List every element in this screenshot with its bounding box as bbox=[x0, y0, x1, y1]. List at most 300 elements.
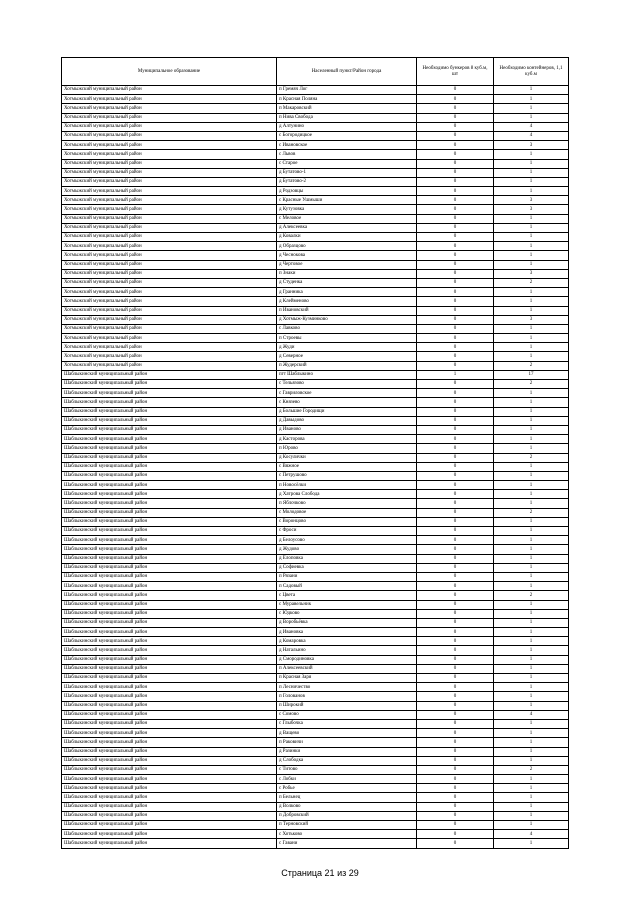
header-containers: Необходимо контейнеров, 1,1 куб.м bbox=[494, 58, 569, 86]
cell-bunkers: 0 bbox=[417, 471, 494, 480]
cell-municipality: Хотмыжский муниципальный район bbox=[62, 315, 277, 324]
cell-containers: 2 bbox=[494, 591, 569, 600]
cell-bunkers: 0 bbox=[417, 159, 494, 168]
cell-settlement: п Терновский bbox=[277, 821, 417, 830]
cell-bunkers: 0 bbox=[417, 168, 494, 177]
cell-municipality: Шаблыкинский муниципальный район bbox=[62, 425, 277, 434]
cell-containers: 1 bbox=[494, 260, 569, 269]
cell-municipality: Шаблыкинский муниципальный район bbox=[62, 729, 277, 738]
cell-settlement: п Ивановский bbox=[277, 306, 417, 315]
cell-settlement: д Касторова bbox=[277, 435, 417, 444]
cell-containers: 1 bbox=[494, 609, 569, 618]
cell-settlement: д Разинки bbox=[277, 747, 417, 756]
cell-containers: 1 bbox=[494, 86, 569, 95]
table-row bbox=[62, 269, 569, 278]
table-row bbox=[62, 802, 569, 811]
cell-settlement: д Чеснокова bbox=[277, 251, 417, 260]
cell-municipality: Хотмыжский муниципальный район bbox=[62, 205, 277, 214]
cell-municipality: Хотмыжский муниципальный район bbox=[62, 288, 277, 297]
cell-municipality: Хотмыжский муниципальный район bbox=[62, 297, 277, 306]
table-row bbox=[62, 765, 569, 774]
cell-settlement: д Давыдово bbox=[277, 416, 417, 425]
cell-settlement: п Голованов bbox=[277, 692, 417, 701]
cell-municipality: Хотмыжский муниципальный район bbox=[62, 306, 277, 315]
cell-settlement: п Бельнец bbox=[277, 793, 417, 802]
cell-settlement: п Алексеевский bbox=[277, 664, 417, 673]
cell-settlement: д Белоусово bbox=[277, 536, 417, 545]
cell-containers: 2 bbox=[494, 278, 569, 287]
waste-container-table bbox=[61, 57, 569, 849]
cell-bunkers: 0 bbox=[417, 288, 494, 297]
table-row bbox=[62, 490, 569, 499]
cell-bunkers: 0 bbox=[417, 674, 494, 683]
table-row bbox=[62, 113, 569, 122]
cell-municipality: Шаблыкинский муниципальный район bbox=[62, 821, 277, 830]
cell-settlement: с Вяжное bbox=[277, 462, 417, 471]
cell-bunkers: 0 bbox=[417, 177, 494, 186]
cell-containers: 1 bbox=[494, 811, 569, 820]
cell-containers: 1 bbox=[494, 324, 569, 333]
cell-municipality: Хотмыжский муниципальный район bbox=[62, 177, 277, 186]
cell-settlement: с Гавриловское bbox=[277, 389, 417, 398]
table-row bbox=[62, 600, 569, 609]
cell-settlement: с Ивановское bbox=[277, 141, 417, 150]
cell-municipality: Хотмыжский муниципальный район bbox=[62, 223, 277, 232]
cell-bunkers: 0 bbox=[417, 416, 494, 425]
cell-bunkers: 0 bbox=[417, 251, 494, 260]
cell-bunkers: 0 bbox=[417, 407, 494, 416]
cell-settlement: д Волково bbox=[277, 802, 417, 811]
table-row bbox=[62, 122, 569, 131]
cell-municipality: Хотмыжский муниципальный район bbox=[62, 141, 277, 150]
cell-containers: 1 bbox=[494, 664, 569, 673]
cell-containers: 2 bbox=[494, 380, 569, 389]
table-row bbox=[62, 343, 569, 352]
cell-municipality: Хотмыжский муниципальный район bbox=[62, 324, 277, 333]
cell-bunkers: 0 bbox=[417, 187, 494, 196]
table-row bbox=[62, 784, 569, 793]
table-row bbox=[62, 435, 569, 444]
cell-bunkers: 0 bbox=[417, 242, 494, 251]
table-row bbox=[62, 187, 569, 196]
cell-containers: 1 bbox=[494, 517, 569, 526]
cell-containers: 1 bbox=[494, 159, 569, 168]
cell-containers: 2 bbox=[494, 765, 569, 774]
cell-municipality: Шаблыкинский муниципальный район bbox=[62, 380, 277, 389]
cell-containers: 1 bbox=[494, 104, 569, 113]
table-row bbox=[62, 618, 569, 627]
cell-municipality: Шаблыкинский муниципальный район bbox=[62, 527, 277, 536]
cell-containers: 1 bbox=[494, 444, 569, 453]
header-municipality: Муниципальное образование bbox=[62, 58, 277, 86]
cell-settlement: д Ивановка bbox=[277, 628, 417, 637]
cell-municipality: Хотмыжский муниципальный район bbox=[62, 113, 277, 122]
cell-bunkers: 0 bbox=[417, 747, 494, 756]
cell-bunkers: 0 bbox=[417, 563, 494, 572]
cell-bunkers: 0 bbox=[417, 297, 494, 306]
cell-containers: 1 bbox=[494, 784, 569, 793]
cell-municipality: Хотмыжский муниципальный район bbox=[62, 352, 277, 361]
table-row bbox=[62, 646, 569, 655]
cell-containers: 1 bbox=[494, 821, 569, 830]
table-row bbox=[62, 664, 569, 673]
table-row bbox=[62, 719, 569, 728]
cell-bunkers: 0 bbox=[417, 490, 494, 499]
table-header-row bbox=[62, 58, 569, 86]
cell-settlement: п Широкий bbox=[277, 701, 417, 710]
cell-containers: 1 bbox=[494, 251, 569, 260]
cell-settlement: д Кутузовка bbox=[277, 205, 417, 214]
cell-municipality: Шаблыкинский муниципальный район bbox=[62, 582, 277, 591]
cell-bunkers: 0 bbox=[417, 572, 494, 581]
cell-bunkers: 0 bbox=[417, 738, 494, 747]
cell-containers: 1 bbox=[494, 582, 569, 591]
cell-containers: 1 bbox=[494, 572, 569, 581]
table-row bbox=[62, 637, 569, 646]
table-row bbox=[62, 517, 569, 526]
cell-settlement: д Бутатово-1 bbox=[277, 168, 417, 177]
cell-bunkers: 0 bbox=[417, 122, 494, 131]
cell-bunkers: 0 bbox=[417, 113, 494, 122]
table-row bbox=[62, 747, 569, 756]
cell-settlement: п Новосёлки bbox=[277, 481, 417, 490]
cell-bunkers: 0 bbox=[417, 554, 494, 563]
cell-settlement: с Князево bbox=[277, 398, 417, 407]
cell-settlement: с Муравельник bbox=[277, 600, 417, 609]
cell-bunkers: 0 bbox=[417, 729, 494, 738]
cell-settlement: д Ковалки bbox=[277, 233, 417, 242]
cell-municipality: Хотмыжский муниципальный район bbox=[62, 159, 277, 168]
table-row bbox=[62, 701, 569, 710]
table-row bbox=[62, 306, 569, 315]
cell-bunkers: 0 bbox=[417, 196, 494, 205]
cell-settlement: с Фроси bbox=[277, 527, 417, 536]
cell-municipality: Хотмыжский муниципальный район bbox=[62, 95, 277, 104]
cell-municipality: Шаблыкинский муниципальный район bbox=[62, 370, 277, 379]
table-row bbox=[62, 251, 569, 260]
cell-containers: 1 bbox=[494, 527, 569, 536]
table-row bbox=[62, 86, 569, 95]
cell-municipality: Шаблыкинский муниципальный район bbox=[62, 416, 277, 425]
table-row bbox=[62, 655, 569, 664]
cell-municipality: Шаблыкинский муниципальный район bbox=[62, 545, 277, 554]
cell-municipality: Шаблыкинский муниципальный район bbox=[62, 389, 277, 398]
cell-settlement: д Воробьёвка bbox=[277, 618, 417, 627]
table-row bbox=[62, 609, 569, 618]
cell-settlement: с Старое bbox=[277, 159, 417, 168]
cell-settlement: с Цвета bbox=[277, 591, 417, 600]
table-row bbox=[62, 481, 569, 490]
cell-settlement: д Студенка bbox=[277, 278, 417, 287]
cell-settlement: д Жуди bbox=[277, 343, 417, 352]
cell-municipality: Шаблыкинский муниципальный район bbox=[62, 407, 277, 416]
table-row bbox=[62, 563, 569, 572]
cell-municipality: Шаблыкинский муниципальный район bbox=[62, 517, 277, 526]
cell-municipality: Шаблыкинский муниципальный район bbox=[62, 398, 277, 407]
cell-settlement: п Добровский bbox=[277, 811, 417, 820]
cell-settlement: д Хотмыж-Кузминково bbox=[277, 315, 417, 324]
cell-settlement: п Раковичи bbox=[277, 738, 417, 747]
cell-settlement: с Робье bbox=[277, 784, 417, 793]
cell-municipality: Шаблыкинский муниципальный район bbox=[62, 710, 277, 719]
cell-municipality: Шаблыкинский муниципальный район bbox=[62, 591, 277, 600]
cell-municipality: Шаблыкинский муниципальный район bbox=[62, 453, 277, 462]
cell-settlement: п Яблочково bbox=[277, 499, 417, 508]
table-row bbox=[62, 499, 569, 508]
cell-containers: 1 bbox=[494, 288, 569, 297]
table-row bbox=[62, 830, 569, 839]
cell-bunkers: 0 bbox=[417, 361, 494, 370]
cell-municipality: Хотмыжский муниципальный район bbox=[62, 187, 277, 196]
cell-bunkers: 0 bbox=[417, 765, 494, 774]
cell-settlement: с Глыбочка bbox=[277, 719, 417, 728]
cell-bunkers: 0 bbox=[417, 517, 494, 526]
cell-bunkers: 0 bbox=[417, 628, 494, 637]
cell-settlement: п Рязани bbox=[277, 572, 417, 581]
cell-municipality: Хотмыжский муниципальный район bbox=[62, 168, 277, 177]
cell-settlement: с Львов bbox=[277, 150, 417, 159]
cell-municipality: Шаблыкинский муниципальный район bbox=[62, 839, 277, 848]
cell-bunkers: 0 bbox=[417, 389, 494, 398]
table-row bbox=[62, 683, 569, 692]
table-row bbox=[62, 168, 569, 177]
cell-settlement: д Ващево bbox=[277, 729, 417, 738]
table-row bbox=[62, 150, 569, 159]
cell-municipality: Шаблыкинский муниципальный район bbox=[62, 646, 277, 655]
cell-settlement: д Родзовцы bbox=[277, 187, 417, 196]
cell-settlement: с Богородицкое bbox=[277, 131, 417, 140]
cell-containers: 1 bbox=[494, 343, 569, 352]
cell-bunkers: 0 bbox=[417, 95, 494, 104]
cell-bunkers: 0 bbox=[417, 334, 494, 343]
cell-municipality: Шаблыкинский муниципальный район bbox=[62, 664, 277, 673]
cell-municipality: Шаблыкинский муниципальный район bbox=[62, 563, 277, 572]
cell-bunkers: 0 bbox=[417, 839, 494, 848]
cell-settlement: д Иваново bbox=[277, 425, 417, 434]
table-row bbox=[62, 775, 569, 784]
cell-municipality: Шаблыкинский муниципальный район bbox=[62, 637, 277, 646]
cell-municipality: Шаблыкинский муниципальный район bbox=[62, 554, 277, 563]
cell-bunkers: 0 bbox=[417, 692, 494, 701]
header-bunkers: Необходимо бункеров 8 куб.м, шт bbox=[417, 58, 494, 86]
cell-containers: 1 bbox=[494, 674, 569, 683]
cell-containers: 1 bbox=[494, 618, 569, 627]
cell-settlement: д Косулички bbox=[277, 453, 417, 462]
table-row bbox=[62, 361, 569, 370]
cell-containers: 1 bbox=[494, 692, 569, 701]
cell-containers: 1 bbox=[494, 637, 569, 646]
cell-bunkers: 0 bbox=[417, 499, 494, 508]
cell-settlement: д Северное bbox=[277, 352, 417, 361]
table-row bbox=[62, 159, 569, 168]
cell-settlement: д Образцово bbox=[277, 242, 417, 251]
cell-bunkers: 0 bbox=[417, 315, 494, 324]
table-row bbox=[62, 242, 569, 251]
cell-municipality: Хотмыжский муниципальный район bbox=[62, 242, 277, 251]
cell-municipality: Шаблыкинский муниципальный район bbox=[62, 692, 277, 701]
cell-bunkers: 0 bbox=[417, 536, 494, 545]
table-row bbox=[62, 297, 569, 306]
cell-settlement: п Нива Свобода bbox=[277, 113, 417, 122]
cell-bunkers: 0 bbox=[417, 260, 494, 269]
table-row bbox=[62, 738, 569, 747]
cell-municipality: Шаблыкинский муниципальный район bbox=[62, 435, 277, 444]
cell-containers: 1 bbox=[494, 177, 569, 186]
cell-municipality: Шаблыкинский муниципальный район bbox=[62, 811, 277, 820]
cell-municipality: Шаблыкинский муниципальный район bbox=[62, 536, 277, 545]
cell-municipality: Шаблыкинский муниципальный район bbox=[62, 683, 277, 692]
cell-containers: 3 bbox=[494, 196, 569, 205]
cell-containers: 1 bbox=[494, 738, 569, 747]
cell-containers: 1 bbox=[494, 793, 569, 802]
cell-bunkers: 0 bbox=[417, 591, 494, 600]
cell-settlement: с Лобки bbox=[277, 775, 417, 784]
cell-settlement: п Строевы bbox=[277, 334, 417, 343]
cell-containers: 2 bbox=[494, 453, 569, 462]
cell-bunkers: 0 bbox=[417, 380, 494, 389]
cell-containers: 4 bbox=[494, 710, 569, 719]
cell-bunkers: 0 bbox=[417, 398, 494, 407]
cell-settlement: с Сомово bbox=[277, 710, 417, 719]
cell-municipality: Шаблыкинский муниципальный район bbox=[62, 784, 277, 793]
cell-containers: 1 bbox=[494, 719, 569, 728]
cell-containers: 4 bbox=[494, 830, 569, 839]
cell-settlement: п Гремяч Лог bbox=[277, 86, 417, 95]
cell-settlement: д Чертовое bbox=[277, 260, 417, 269]
cell-containers: 1 bbox=[494, 490, 569, 499]
cell-containers: 1 bbox=[494, 481, 569, 490]
cell-containers: 2 bbox=[494, 361, 569, 370]
cell-bunkers: 0 bbox=[417, 324, 494, 333]
table-row bbox=[62, 104, 569, 113]
cell-municipality: Хотмыжский муниципальный район bbox=[62, 104, 277, 113]
table-row bbox=[62, 141, 569, 150]
page-number: Страница 21 из 29 bbox=[281, 868, 359, 878]
cell-settlement: с Петрушово bbox=[277, 471, 417, 480]
cell-bunkers: 0 bbox=[417, 306, 494, 315]
cell-municipality: Хотмыжский муниципальный район bbox=[62, 260, 277, 269]
cell-municipality: Хотмыжский муниципальный район bbox=[62, 269, 277, 278]
cell-settlement: д Клейменово bbox=[277, 297, 417, 306]
cell-containers: 1 bbox=[494, 536, 569, 545]
cell-containers: 1 bbox=[494, 462, 569, 471]
cell-bunkers: 0 bbox=[417, 830, 494, 839]
cell-containers: 1 bbox=[494, 471, 569, 480]
cell-containers: 4 bbox=[494, 122, 569, 131]
cell-municipality: Хотмыжский муниципальный район bbox=[62, 150, 277, 159]
cell-containers: 1 bbox=[494, 306, 569, 315]
cell-bunkers: 0 bbox=[417, 435, 494, 444]
table-row bbox=[62, 811, 569, 820]
cell-bunkers: 0 bbox=[417, 481, 494, 490]
cell-bunkers: 0 bbox=[417, 352, 494, 361]
cell-containers: 1 bbox=[494, 223, 569, 232]
cell-containers: 1 bbox=[494, 563, 569, 572]
cell-settlement: с Лавково bbox=[277, 324, 417, 333]
cell-containers: 1 bbox=[494, 334, 569, 343]
cell-municipality: Хотмыжский муниципальный район bbox=[62, 122, 277, 131]
cell-settlement: пгт Шаблыкино bbox=[277, 370, 417, 379]
table-row bbox=[62, 425, 569, 434]
cell-containers: 3 bbox=[494, 141, 569, 150]
cell-containers: 1 bbox=[494, 756, 569, 765]
table-row bbox=[62, 214, 569, 223]
cell-municipality: Хотмыжский муниципальный район bbox=[62, 251, 277, 260]
table-row bbox=[62, 527, 569, 536]
table-row bbox=[62, 572, 569, 581]
cell-bunkers: 0 bbox=[417, 683, 494, 692]
cell-settlement: д Смородиновка bbox=[277, 655, 417, 664]
table-row bbox=[62, 554, 569, 563]
cell-settlement: п Садовый bbox=[277, 582, 417, 591]
table-row bbox=[62, 462, 569, 471]
cell-settlement: п Красная Поляна bbox=[277, 95, 417, 104]
cell-settlement: д Натальино bbox=[277, 646, 417, 655]
cell-bunkers: 0 bbox=[417, 545, 494, 554]
cell-settlement: с Титово bbox=[277, 765, 417, 774]
cell-containers: 1 bbox=[494, 425, 569, 434]
table-row bbox=[62, 233, 569, 242]
data-table-container bbox=[61, 57, 568, 849]
table-row bbox=[62, 674, 569, 683]
table-row bbox=[62, 628, 569, 637]
cell-municipality: Хотмыжский муниципальный район bbox=[62, 214, 277, 223]
cell-municipality: Шаблыкинский муниципальный район bbox=[62, 481, 277, 490]
cell-bunkers: 0 bbox=[417, 205, 494, 214]
cell-settlement: п Красная Заря bbox=[277, 674, 417, 683]
table-row bbox=[62, 334, 569, 343]
cell-settlement: п Лесничество bbox=[277, 683, 417, 692]
table-row bbox=[62, 278, 569, 287]
cell-settlement: п Жудерский bbox=[277, 361, 417, 370]
cell-containers: 1 bbox=[494, 113, 569, 122]
cell-bunkers: 0 bbox=[417, 278, 494, 287]
cell-containers: 1 bbox=[494, 499, 569, 508]
table-row bbox=[62, 536, 569, 545]
cell-settlement: д Алексеевка bbox=[277, 223, 417, 232]
cell-containers: 1 bbox=[494, 628, 569, 637]
cell-containers: 1 bbox=[494, 701, 569, 710]
cell-bunkers: 1 bbox=[417, 370, 494, 379]
cell-containers: 3 bbox=[494, 269, 569, 278]
cell-containers: 1 bbox=[494, 297, 569, 306]
cell-settlement: с Тельязово bbox=[277, 380, 417, 389]
cell-bunkers: 0 bbox=[417, 508, 494, 517]
cell-municipality: Шаблыкинский муниципальный район bbox=[62, 719, 277, 728]
cell-containers: 1 bbox=[494, 233, 569, 242]
header-settlement: Населенный пункт/Район города bbox=[277, 58, 417, 86]
table-row bbox=[62, 370, 569, 379]
table-row bbox=[62, 471, 569, 480]
table-row bbox=[62, 582, 569, 591]
table-row bbox=[62, 315, 569, 324]
cell-municipality: Шаблыкинский муниципальный район bbox=[62, 765, 277, 774]
cell-municipality: Хотмыжский муниципальный район bbox=[62, 196, 277, 205]
cell-settlement: д Елоповка bbox=[277, 554, 417, 563]
cell-municipality: Шаблыкинский муниципальный район bbox=[62, 628, 277, 637]
cell-containers: 1 bbox=[494, 435, 569, 444]
cell-municipality: Хотмыжский муниципальный район bbox=[62, 86, 277, 95]
table-row bbox=[62, 591, 569, 600]
cell-settlement: с Молодовое bbox=[277, 508, 417, 517]
cell-bunkers: 0 bbox=[417, 637, 494, 646]
table-row bbox=[62, 793, 569, 802]
cell-municipality: Шаблыкинский муниципальный район bbox=[62, 738, 277, 747]
cell-settlement: с Меловое bbox=[277, 214, 417, 223]
cell-containers: 1 bbox=[494, 352, 569, 361]
cell-bunkers: 0 bbox=[417, 527, 494, 536]
table-row bbox=[62, 508, 569, 517]
